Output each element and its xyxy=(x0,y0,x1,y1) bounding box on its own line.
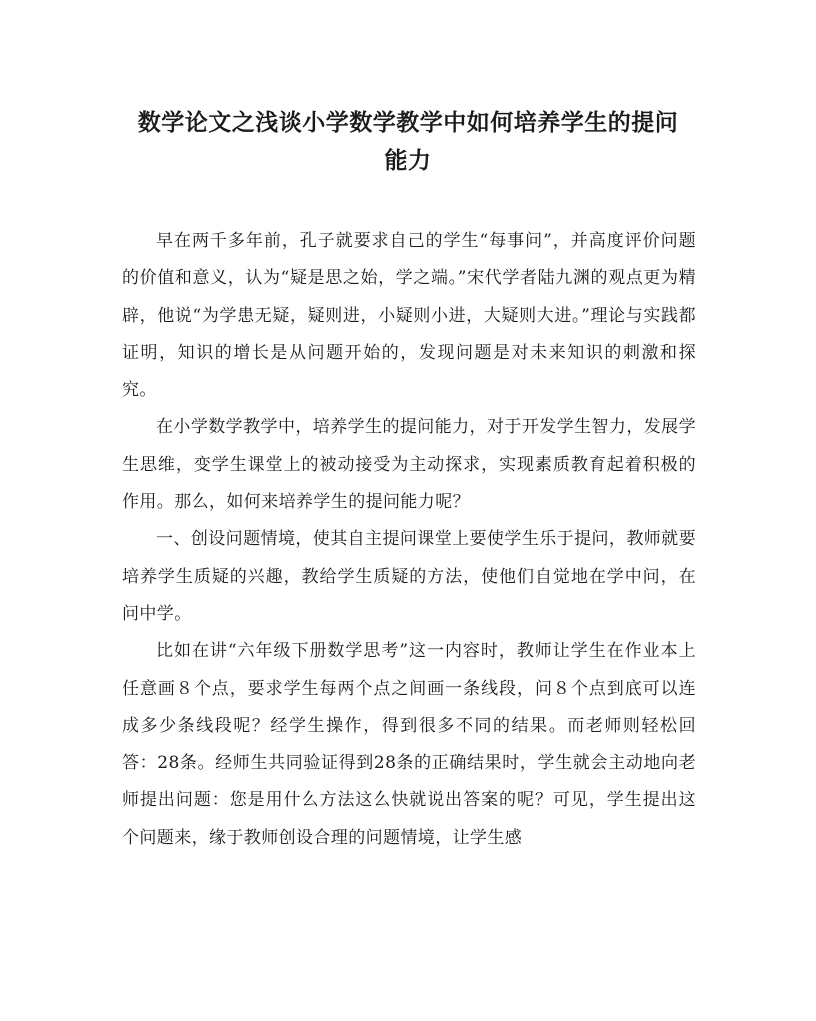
document-title xyxy=(110,104,706,180)
paragraph-4: 比如在讲“六年级下册数学思考”这一内容时，教师让学生在作业本上任意画８个点，要求学生每两个点之间画一条线段，问８个点到底可以连成多少条线段呢？经学生操作，得到很多不同的结果。而老师则轻松回答：28条。经师生共同验证得到28条的正确结果时，学生就会主动地向老师提出问题：您是用什么方法这么快就说出答案的呢？可见，学生提出这个问题来，缘于教师创设合理的问题情境，让学生感 xyxy=(122,641,696,848)
title-line-1: 数学论文之浅谈小学数学教学中如何培养学生的提问 xyxy=(137,109,679,136)
paragraph-1: 早在两千多年前，孔子就要求自己的学生“每事问”，并高度评价问题的价值和意义，认为“疑是思之始，学之端。”宋代学者陆九渊的观点更为精辟，他说“为学患无疑，疑则进，小疑则小进，大疑则大进。”理论与实践都证明，知识的增长是从问题开始的，发现问题是对未来知识的刺激和探究。 xyxy=(122,231,696,401)
title-line-2: 能力 xyxy=(384,147,432,174)
paragraph-3: 一、创设问题情境，使其自主提问课堂上要使学生乐于提问，教师就要培养学生质疑的兴趣，教给学生质疑的方法，使他们自觉地在学中问，在问中学。 xyxy=(122,529,696,624)
paragraph-2: 在小学数学教学中，培养学生的提问能力，对于开发学生智力，发展学生思维，变学生课堂上的被动接受为主动探求，实现素质教育起着积极的作用。那么，如何来培养学生的提问能力呢？ xyxy=(122,417,696,513)
document-body xyxy=(122,223,696,857)
